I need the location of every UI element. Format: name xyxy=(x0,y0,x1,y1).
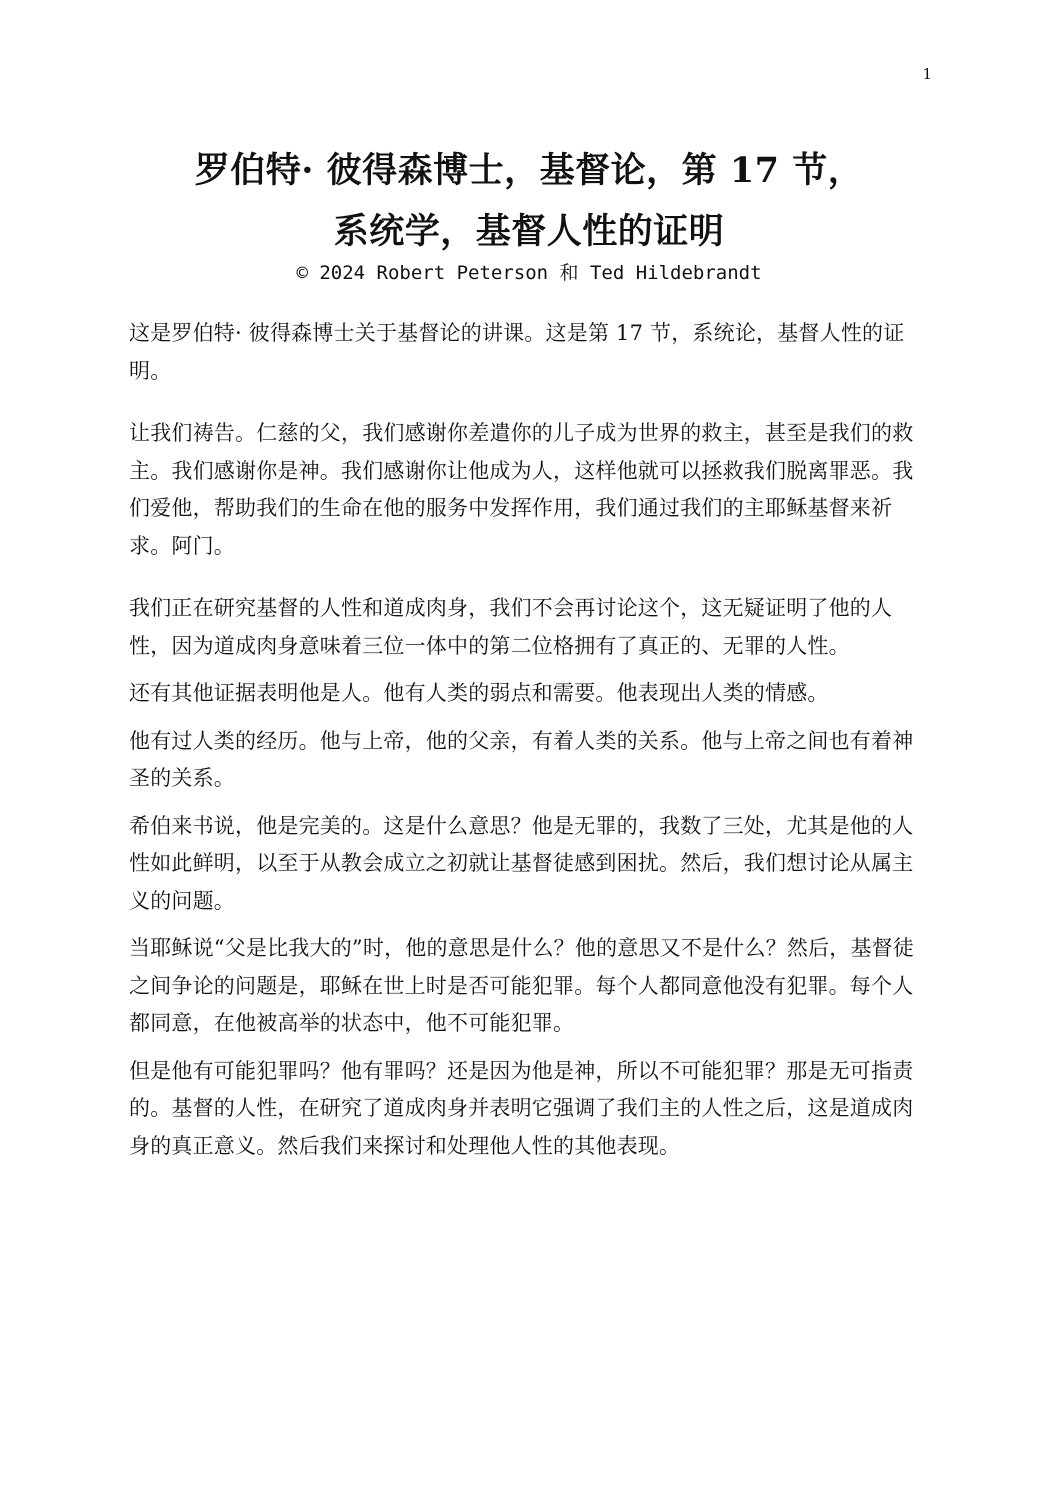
lecture-body xyxy=(129,315,929,1165)
paragraph-human-experience: 他有过人类的经历。他与上帝，他的父亲，有着人类的关系。他与上帝之间也有着神圣的关系。 xyxy=(129,728,914,790)
page-number: 1 xyxy=(922,65,932,83)
paragraph-father-greater: 当耶稣说“父是比我大的”时，他的意思是什么？他的意思又不是什么？然后，基督徒之间争论的问题是，耶稣在世上时是否可能犯罪。每个人都同意他没有犯罪。每个人都同意，在他被高举的状态中，他不可能犯罪。 xyxy=(129,936,915,1035)
paragraph-impeccability: 但是他有可能犯罪吗？他有罪吗？还是因为他是神，所以不可能犯罪？那是无可指责的。基督的人性，在研究了道成肉身并表明它强调了我们主的人性之后，这是道成肉身的真正意义。然后我们来探讨和处理他人性的其他表现。 xyxy=(129,1058,914,1158)
paragraph-human-evidence: 还有其他证据表明他是人。他有人类的弱点和需要。他表现出人类的情感。 xyxy=(129,681,829,705)
title-line-1: 罗伯特· 彼得森博士，基督论，第 17 节， xyxy=(194,150,864,191)
title-line-2: 系统学，基督人性的证明 xyxy=(333,211,725,252)
paragraph-hebrews: 希伯来书说，他是完美的。这是什么意思？他是无罪的，我数了三处，尤其是他的人性如此鲜明，以至于从教会成立之初就让基督徒感到困扰。然后，我们想讨论从属主义的问题。 xyxy=(129,813,914,913)
document-title xyxy=(110,140,948,262)
paragraph-prayer: 让我们祷告。仁慈的父，我们感谢你差遣你的儿子成为世界的救主，甚至是我们的救主。我们感谢你是神。我们感谢你让他成为人，这样他就可以拯救我们脱离罪恶。我们爱他，帮助我们的生命在他的服务中发挥作用，我们通过我们的主耶稣基督来祈求。阿门。 xyxy=(129,421,914,558)
paragraph-incarnation: 我们正在研究基督的人性和道成肉身，我们不会再讨论这个，这无疑证明了他的人性，因为道成肉身意味着三位一体中的第二位格拥有了真正的、无罪的人性。 xyxy=(129,596,893,658)
paragraph-intro: 这是罗伯特· 彼得森博士关于基督论的讲课。这是第 17 节，系统论，基督人性的证明。 xyxy=(129,321,905,383)
copyright-line: © 2024 Robert Peterson 和 Ted Hildebrandt xyxy=(296,262,762,284)
